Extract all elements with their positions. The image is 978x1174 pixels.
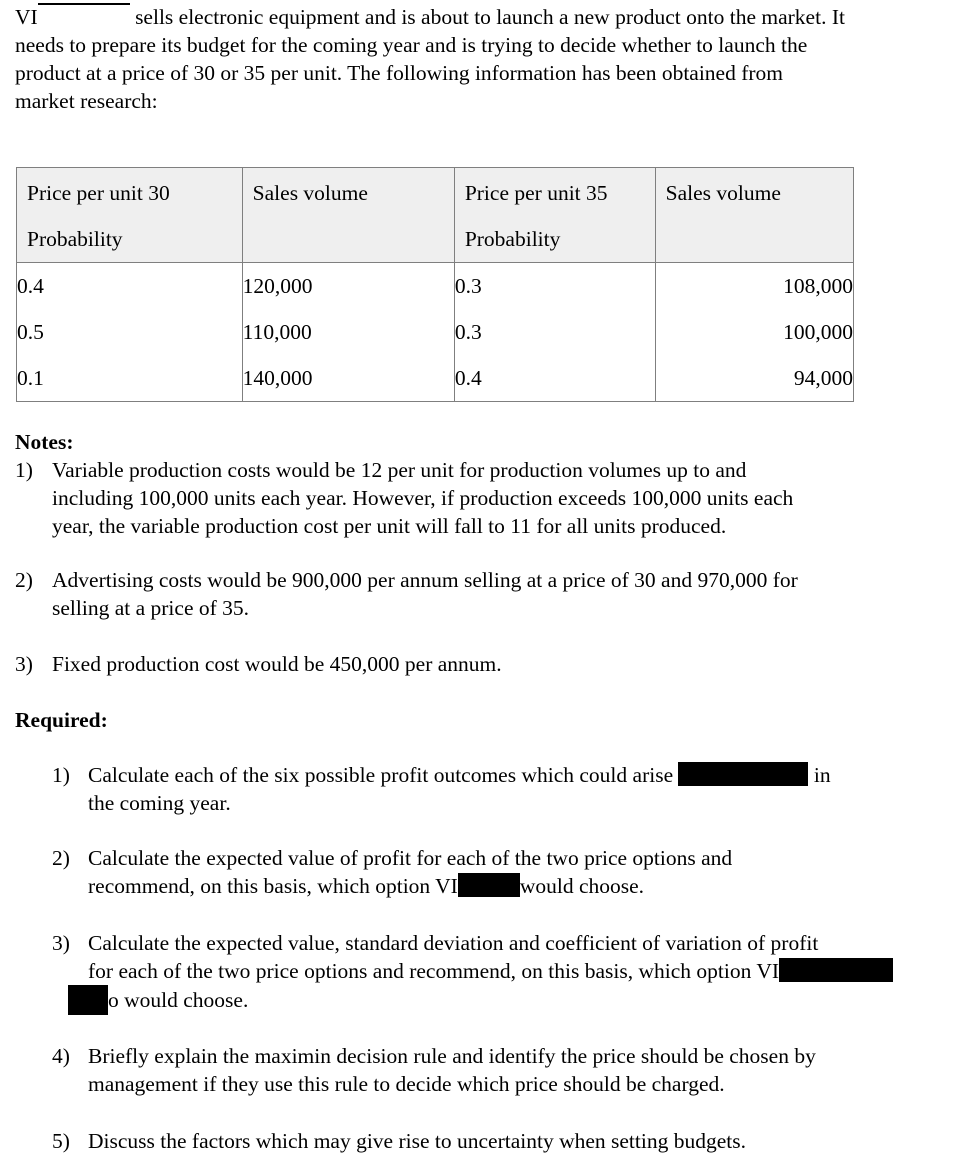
note-number: 2)	[15, 568, 33, 592]
requirement-line: for each of the two price options and recommend, on this basis, which option VI	[88, 957, 952, 985]
note-1	[15, 456, 915, 540]
requirement-number: 2)	[52, 846, 70, 870]
requirement-number: 1)	[52, 763, 70, 787]
requirement-line: Discuss the factors which may give rise to uncertainty when setting budgets.	[88, 1129, 746, 1153]
requirement-line: the coming year.	[88, 791, 231, 815]
intro-line-1: VI sells electronic equipment and is about to launch a new product onto the market. It	[15, 5, 845, 29]
table-cell: 108,000	[783, 274, 853, 298]
intro-paragraph	[15, 3, 965, 115]
requirement-line: o would choose.	[68, 985, 952, 1015]
requirement-3	[52, 929, 952, 1015]
table-cell: 0.4	[17, 274, 44, 298]
note-number: 3)	[15, 652, 33, 676]
requirement-number: 5)	[52, 1129, 70, 1153]
company-name-visible: VI	[15, 5, 38, 29]
intro-line-2: needs to prepare its budget for the coming year and is trying to decide whether to launch the	[15, 33, 808, 57]
requirement-line: management if they use this rule to decide which price should be charged.	[88, 1072, 725, 1096]
requirement-line: Calculate the expected value of profit for each of the two price options and	[88, 846, 733, 870]
table-header-row	[17, 168, 854, 263]
header-cell-volume2	[655, 168, 853, 263]
table-cell: 94,000	[793, 366, 853, 390]
requirement-number: 3)	[52, 931, 70, 955]
intro-line-4: market research:	[15, 89, 158, 113]
requirement-number: 4)	[52, 1044, 70, 1068]
price30-probabilities	[17, 263, 243, 402]
requirement-line: Calculate each of the six possible profit outcomes which could arise in	[88, 763, 831, 787]
requirement-line: Calculate the expected value, standard deviation and coefficient of variation of profit	[88, 931, 819, 955]
header-probability1: Probability	[27, 227, 123, 251]
required-heading: Required:	[15, 708, 108, 732]
requirement-5	[52, 1127, 952, 1155]
table-cell: 110,000	[242, 320, 312, 344]
header-sales-volume1: Sales volume	[252, 181, 368, 205]
note-line: Fixed production cost would be 450,000 per annum.	[52, 652, 502, 676]
redaction-bar	[458, 873, 520, 897]
redaction-bar	[68, 985, 108, 1015]
header-cell-volume1	[242, 168, 454, 263]
market-research-table	[16, 167, 854, 402]
requirement-2	[52, 844, 952, 900]
requirement-line: recommend, on this basis, which option VI would choose.	[88, 874, 645, 898]
header-price30: Price per unit 30	[27, 181, 170, 205]
table-cell: 0.3	[454, 274, 482, 298]
price35-probabilities	[454, 263, 655, 402]
note-2	[15, 566, 915, 622]
note-line: selling at a price of 35.	[52, 596, 250, 620]
header-probability2: Probability	[464, 227, 561, 251]
table-cell: 120,000	[242, 274, 313, 298]
table-cell: 0.4	[454, 366, 482, 390]
table-cell: 0.5	[17, 320, 44, 344]
requirement-1	[52, 761, 952, 817]
requirement-4	[52, 1042, 952, 1098]
table-cell: 140,000	[242, 366, 313, 390]
note-3	[15, 650, 915, 678]
note-line: Variable production costs would be 12 per unit for production volumes up to and	[52, 458, 747, 482]
table-body-row	[17, 263, 854, 402]
header-cell-price30	[17, 168, 243, 263]
table-cell: 0.3	[454, 320, 482, 344]
note-line: Advertising costs would be 900,000 per annum selling at a price of 30 and 970,000 for	[52, 568, 798, 592]
redaction-bar	[38, 3, 130, 10]
note-line: year, the variable production cost per unit will fall to 11 for all units produced.	[52, 514, 727, 538]
header-price35: Price per unit 35	[464, 181, 608, 205]
header-sales-volume2: Sales volume	[665, 181, 781, 205]
notes-heading: Notes:	[15, 430, 74, 454]
header-cell-price35	[454, 168, 655, 263]
note-line: including 100,000 units each year. However, if production exceeds 100,000 units each	[52, 486, 794, 510]
intro-line-3: product at a price of 30 or 35 per unit. The following information has been obtained from	[15, 61, 784, 85]
price35-volumes	[655, 263, 853, 402]
redaction-bar	[678, 762, 808, 786]
requirement-line: Briefly explain the maximin decision rule and identify the price should be chosen by	[88, 1044, 816, 1068]
note-number: 1)	[15, 458, 33, 482]
table-cell: 100,000	[783, 320, 853, 344]
price30-volumes	[242, 263, 454, 402]
redaction-bar	[779, 958, 893, 982]
table-cell: 0.1	[17, 366, 44, 390]
